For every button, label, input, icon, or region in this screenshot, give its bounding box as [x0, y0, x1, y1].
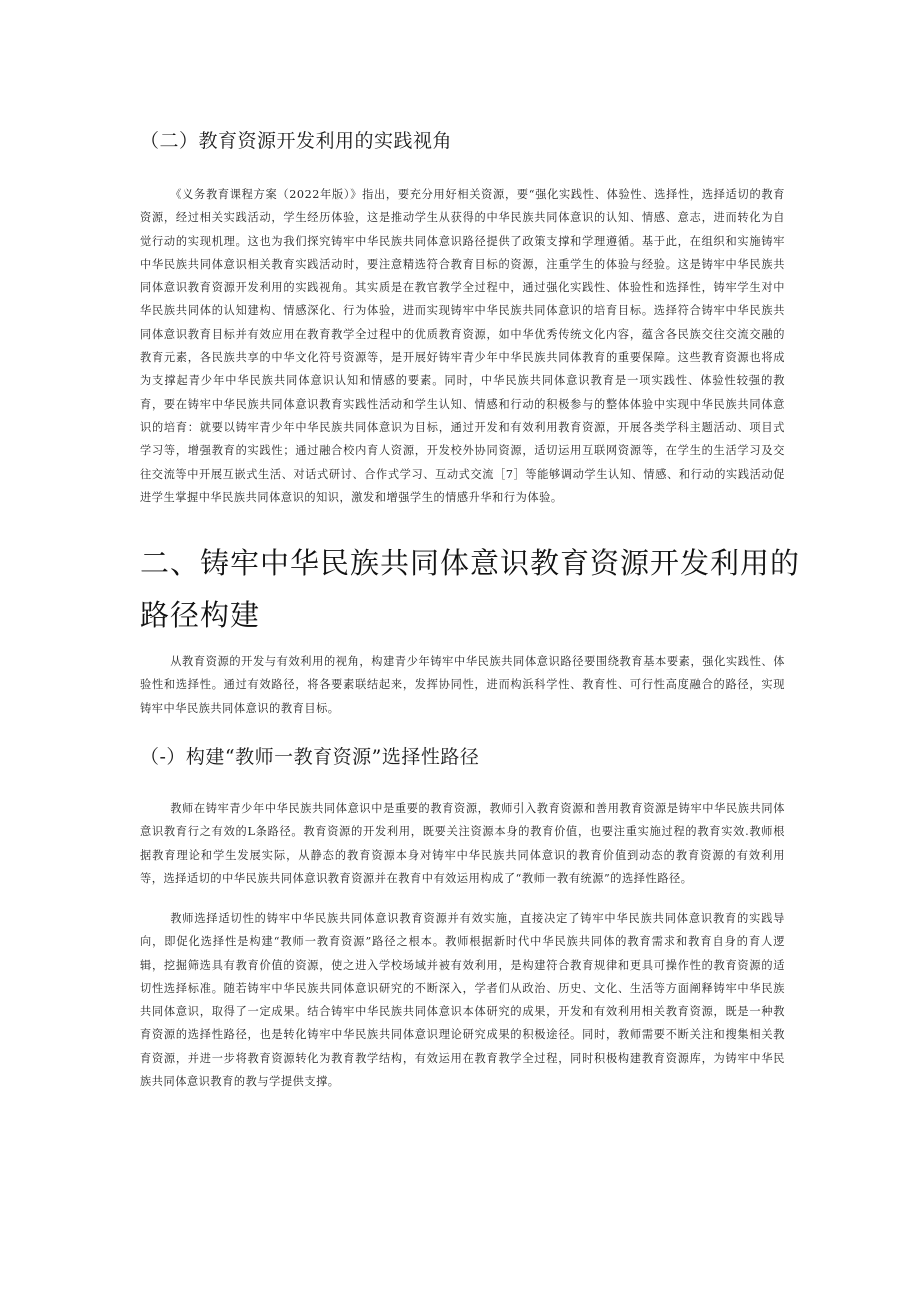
subsection-1-paragraph-1: 教师在铸牢青少年中华民族共同体意识中是重要的教育资源，教师引入教育资源和善用教育资源是铸牢中华民族共同体意识教育行之有效的L条路径。教育资源的开发利用，既要关注资源本身的教育价值，也要注重实施过程的教育实效.教师根据教育理论和学生发展实际，从静态的教育资源本身对铸牢中华民族共同体意识的教育价值到动态的教育资源的有效利用等，选择适切的中华民族共同体意识教育资源并在教育中有效运用构成了“教师一教有统源”的选择性路径。 — [140, 802, 785, 885]
main-section-heading: 二、铸牢中华民族共同体意识教育资源开发利用的路径构建 — [140, 546, 801, 632]
section-2-heading: （二）教育资源开发利用的实践视角 — [140, 130, 453, 152]
main-section-intro-paragraph: 从教育资源的开发与有效利用的视角，构建青少年铸牢中华民族共同体意识路径要围绕教育基本要素，强化实践性、体验性和选择性。通过有效路径，将各要素联结起来，发挥协同性，进而构浜科学性、教育性、可行性高度融合的路径，实现铸牢中华民族共同体意识的教育目标。 — [140, 655, 785, 715]
subsection-1-heading: （-）构建“教师一教育资源”选择性路径 — [140, 746, 480, 768]
section-2-paragraph: 《义务教育课程方案（2022年版）》指出，要充分用好相关资源，要“强化实践性、体验性、选择性，选择适切的教育资源，经过相关实践活动，学生经历体验，这是推动学生从获得的中华民族共同体意识的认知、情感、意志，进而转化为自觉行动的实现机理。这也为我们探究铸牢中华民族共同体意识路径提供了政策支撑和学理遵循。基于此，在组织和实施铸牢中华民族共同体意识相关教育实践活动时，要注意精选符合教育目标的资源，注重学生的体验与经验。这是铸牢中华民族共同体意识教育资源开发利用的实践视角。其实质是在教官教学全过程中，通过强化实践性、体验性和选择性，铸牢学生对中华民族共同体的认知建构、情感深化、行为体验，进而实现铸牢中华民族共同体意识的培育目标。选择符合铸牢中华民族共同体意识教育目标并有效应用在教育教学全过程中的优质教育资源，如中华优秀传统文化内容，蕴含各民族交往交流交融的教育元素，各民族共享的中华文化符号资源等，是开展好铸牢青少年中华民族共同体教育的重要保障。这些教育资源也将成为支撑起青少年中华民族共同体意识认知和情感的要素。同时，中华民族共同体意识教育是一项实践性、体验性较强的教育，要在铸牢中华民族共同体意识教育实践性活动和学生认知、情感和行动的积极参与的整体体验中实现中华民族共同体意识的培育：就要以铸牢青少年中华民族共同体意识为目标，通过开发和有效利用教育资源，开展各类学科主题活动、项目式学习等，增强教育的实践性；通过融合校内育人资源，开发校外协同资源，适切运用互联网资源等，在学生的生活学习及交往交流等中开展互嵌式生活、对话式研讨、合作式学习、互动式交流［7］等能够调动学生认知、情感、和行动的实践活动促进学生掌握中华民族共同体意识的知识，激发和增强学生的情感升华和行为体验。 — [140, 188, 785, 504]
subsection-1-paragraph-2: 教师选择适切性的铸牢中华民族共同体意识教育资源并有效实施，直接决定了铸牢中华民族共同体意识教育的实践导向，即促化选择性是构建“教师一教育资源”路径之根本。教师根据新时代中华民族共同体的教育需求和教育自身的育人逻辑，挖掘筛选具有教育价值的资源，使之进入学校场域并被有效利用，是构建符合教育规律和更具可操作性的教育资源的适切性选择标准。随若铸牢中华民族共同体意识研究的不断深入，学者们从政治、历史、文化、生活等方面阐释铸牢中华民族共同体意识，取得了一定成果。结合铸牢中华民族共同体意识本体研究的成果，开发和有效利用相关教育资源，既是一种教育资源的选择性路径，也是转化铸牢中华民族共同体意识理论研究成果的积极途径。同时，教师需要不断关注和搜集相关教育资源，并进一步将教育资源转化为教育教学结构，有效运用在教育教学全过程，同时积极构建教育资源库，为铸牢中华民族共同体意识教育的教与学提供支撑。 — [140, 912, 785, 1089]
